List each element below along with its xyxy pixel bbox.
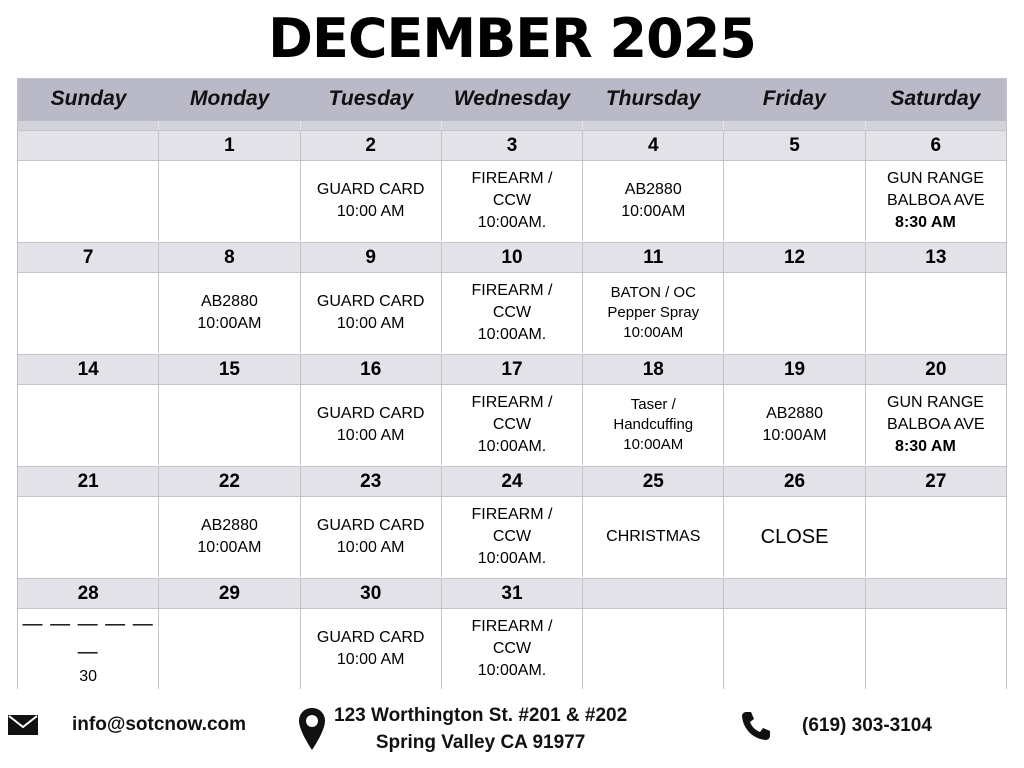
event-line: 10:00 AM xyxy=(336,539,405,556)
event-line: 10:00AM. xyxy=(477,550,547,567)
weekday-tuesday: Tuesday xyxy=(328,87,414,110)
email-address[interactable]: info@sotcnow.com xyxy=(72,714,247,735)
event-line: Taser / xyxy=(630,396,676,413)
event-line: Handcuffing xyxy=(613,416,694,433)
date-number-monday: 1 xyxy=(158,131,299,160)
event-line: 10:00 AM xyxy=(336,427,405,444)
event-entry xyxy=(472,504,553,570)
event-line: BALBOA AVE xyxy=(887,416,985,433)
event-entry xyxy=(472,168,553,234)
day-cell-sunday xyxy=(18,609,158,689)
event-line: 10:00AM. xyxy=(477,326,547,343)
day-cell-saturday xyxy=(865,161,1006,241)
date-number-wednesday: 3 xyxy=(441,131,582,160)
date-number-friday xyxy=(723,579,864,608)
date-number-tuesday: 30 xyxy=(300,579,441,608)
day-cell-wednesday xyxy=(441,161,582,241)
date-number-saturday: 27 xyxy=(865,467,1006,496)
event-entry xyxy=(317,515,425,559)
event-line: AB2880 xyxy=(200,293,258,310)
event-line: GUN RANGE xyxy=(887,170,984,187)
event-line: FIREARM / xyxy=(471,394,553,411)
date-number-tuesday: 16 xyxy=(300,355,441,384)
date-number-tuesday: 2 xyxy=(300,131,441,160)
day-cell-tuesday xyxy=(300,385,441,465)
date-number-thursday: 4 xyxy=(582,131,723,160)
event-line: — — — — — — xyxy=(22,613,154,663)
day-cell-sunday xyxy=(18,385,158,465)
event-line: FIREARM / xyxy=(471,506,553,523)
event-row xyxy=(18,608,1006,689)
event-line: 10:00AM. xyxy=(477,662,547,679)
event-line: GUARD CARD xyxy=(316,517,425,534)
date-number-sunday: 28 xyxy=(77,583,99,604)
day-cell-thursday xyxy=(582,609,723,689)
event-line: CCW xyxy=(492,416,532,433)
event-line: BALBOA AVE xyxy=(887,192,985,209)
address-line-2: Spring Valley CA 91977 xyxy=(375,732,586,753)
day-cell-sunday xyxy=(18,497,158,577)
weekday-monday: Monday xyxy=(190,87,270,110)
event-line: AB2880 xyxy=(200,517,258,534)
day-cell-friday xyxy=(723,273,864,353)
footer-phone xyxy=(740,710,932,742)
date-number-friday: 5 xyxy=(723,131,864,160)
date-number-sunday: 21 xyxy=(77,471,99,492)
event-row xyxy=(18,160,1006,241)
date-number-thursday xyxy=(582,579,723,608)
event-entry xyxy=(197,291,261,335)
event-entry xyxy=(317,403,425,447)
date-number-row xyxy=(18,466,1006,496)
event-line: CCW xyxy=(492,528,532,545)
event-line: FIREARM / xyxy=(471,618,553,635)
day-cell-monday xyxy=(158,385,299,465)
date-number-monday: 8 xyxy=(158,243,299,272)
day-cell-sunday xyxy=(18,161,158,241)
date-number-wednesday: 10 xyxy=(441,243,582,272)
date-number-sunday xyxy=(18,131,158,160)
day-cell-saturday xyxy=(865,609,1006,689)
day-cell-monday xyxy=(158,609,299,689)
day-cell-friday xyxy=(723,161,864,241)
day-cell-thursday xyxy=(582,385,723,465)
event-entry xyxy=(761,526,829,548)
footer-email xyxy=(8,714,246,736)
weekday-wednesday: Wednesday xyxy=(453,87,571,110)
day-cell-friday xyxy=(723,609,864,689)
event-entry xyxy=(887,392,985,458)
day-cell-friday xyxy=(723,385,864,465)
event-entry xyxy=(621,179,685,223)
event-line: CCW xyxy=(492,640,532,657)
date-number-saturday: 20 xyxy=(865,355,1006,384)
event-line: 8:30 AM xyxy=(895,214,956,231)
day-cell-saturday xyxy=(865,385,1006,465)
event-line: 10:00AM xyxy=(197,539,262,556)
date-number-saturday: 13 xyxy=(865,243,1006,272)
page-title: DECEMBER 2025 xyxy=(268,7,756,70)
date-number-wednesday: 24 xyxy=(441,467,582,496)
event-entry xyxy=(317,627,425,671)
date-number-wednesday: 17 xyxy=(441,355,582,384)
event-line: 8:30 AM xyxy=(895,438,956,455)
date-number-friday: 12 xyxy=(723,243,864,272)
map-pin-icon xyxy=(298,707,326,751)
event-line: 10:00AM xyxy=(197,315,262,332)
day-cell-tuesday xyxy=(300,609,441,689)
day-cell-saturday xyxy=(865,273,1006,353)
weekday-friday: Friday xyxy=(762,87,826,110)
event-line: Pepper Spray xyxy=(607,304,700,321)
weekday-saturday: Saturday xyxy=(890,87,981,110)
calendar-grid xyxy=(17,78,1007,689)
event-row xyxy=(18,272,1006,353)
date-number-thursday: 11 xyxy=(582,243,723,272)
day-cell-thursday xyxy=(582,273,723,353)
date-number-row xyxy=(18,578,1006,608)
event-line: AB2880 xyxy=(766,405,823,422)
event-entry xyxy=(607,283,699,343)
event-row xyxy=(18,496,1006,577)
date-number-sunday: 14 xyxy=(77,359,99,380)
date-number-row xyxy=(18,242,1006,272)
phone-icon xyxy=(740,710,772,742)
day-cell-thursday xyxy=(582,497,723,577)
date-number-row xyxy=(18,354,1006,384)
day-cell-wednesday xyxy=(441,385,582,465)
date-number-monday: 29 xyxy=(158,579,299,608)
event-entry xyxy=(472,616,553,682)
date-number-monday: 22 xyxy=(158,467,299,496)
event-line: 10:00AM. xyxy=(477,214,547,231)
week-row xyxy=(18,466,1006,577)
event-line: 10:00AM xyxy=(623,324,684,341)
event-line: 10:00AM xyxy=(623,436,684,453)
date-number-saturday xyxy=(865,579,1006,608)
day-cell-monday xyxy=(158,273,299,353)
event-entry xyxy=(472,392,553,458)
day-cell-tuesday xyxy=(300,273,441,353)
week-row xyxy=(18,578,1006,689)
date-number-wednesday: 31 xyxy=(441,579,582,608)
event-line: FIREARM / xyxy=(471,282,553,299)
event-line: GUARD CARD xyxy=(316,629,425,646)
day-cell-saturday xyxy=(865,497,1006,577)
event-entry xyxy=(887,168,985,234)
event-line: 10:00AM. xyxy=(477,438,547,455)
date-number-friday: 19 xyxy=(723,355,864,384)
event-entry xyxy=(317,291,425,335)
event-line: FIREARM / xyxy=(471,170,553,187)
weekday-thursday: Thursday xyxy=(605,87,701,110)
event-line: 10:00 AM xyxy=(336,651,405,668)
date-number-thursday: 25 xyxy=(582,467,723,496)
event-line: CCW xyxy=(492,304,532,321)
day-cell-friday xyxy=(723,497,864,577)
event-line: CHRISTMAS xyxy=(606,528,701,545)
week-row xyxy=(18,354,1006,465)
event-line: CCW xyxy=(492,192,532,209)
day-cell-wednesday xyxy=(441,497,582,577)
day-cell-tuesday xyxy=(300,497,441,577)
event-line: 10:00 AM xyxy=(336,315,405,332)
event-line: 10:00AM xyxy=(762,427,827,444)
date-number-sunday: 7 xyxy=(82,247,94,268)
week-row xyxy=(18,130,1006,241)
day-cell-sunday xyxy=(18,273,158,353)
date-number-monday: 15 xyxy=(158,355,299,384)
event-line: 10:00 AM xyxy=(336,203,405,220)
event-entry xyxy=(613,395,693,455)
event-line: BATON / OC xyxy=(610,284,696,301)
day-cell-wednesday xyxy=(441,609,582,689)
day-cell-monday xyxy=(158,497,299,577)
header-divider xyxy=(18,121,1006,130)
date-number-row xyxy=(18,130,1006,160)
date-number-friday: 26 xyxy=(723,467,864,496)
phone-number[interactable]: (619) 303-3104 xyxy=(802,715,932,736)
date-number-saturday: 6 xyxy=(865,131,1006,160)
date-number-thursday: 18 xyxy=(582,355,723,384)
event-line: CLOSE xyxy=(760,526,829,548)
address-line-1: 123 Worthington St. #201 & #202 xyxy=(334,705,628,726)
envelope-icon xyxy=(8,715,38,735)
event-line: AB2880 xyxy=(624,181,682,198)
day-cell-thursday xyxy=(582,161,723,241)
weekday-sunday: Sunday xyxy=(50,87,127,110)
event-line: GUN RANGE xyxy=(887,394,984,411)
event-line: 10:00AM xyxy=(621,203,686,220)
date-number-tuesday: 23 xyxy=(300,467,441,496)
event-line: 30 xyxy=(79,668,98,685)
event-entry xyxy=(472,280,553,346)
event-row xyxy=(18,384,1006,465)
day-cell-tuesday xyxy=(300,161,441,241)
event-entry xyxy=(197,515,261,559)
event-entry xyxy=(20,610,156,688)
event-line: GUARD CARD xyxy=(316,181,425,198)
weekday-header-row xyxy=(18,79,1006,121)
footer-address xyxy=(298,702,627,756)
event-entry xyxy=(317,179,425,223)
footer xyxy=(0,700,1024,760)
week-row xyxy=(18,242,1006,353)
event-entry xyxy=(606,526,700,548)
date-number-tuesday: 9 xyxy=(300,243,441,272)
day-cell-wednesday xyxy=(441,273,582,353)
event-line: GUARD CARD xyxy=(316,405,425,422)
event-line: GUARD CARD xyxy=(316,293,425,310)
day-cell-monday xyxy=(158,161,299,241)
event-entry xyxy=(763,403,827,447)
